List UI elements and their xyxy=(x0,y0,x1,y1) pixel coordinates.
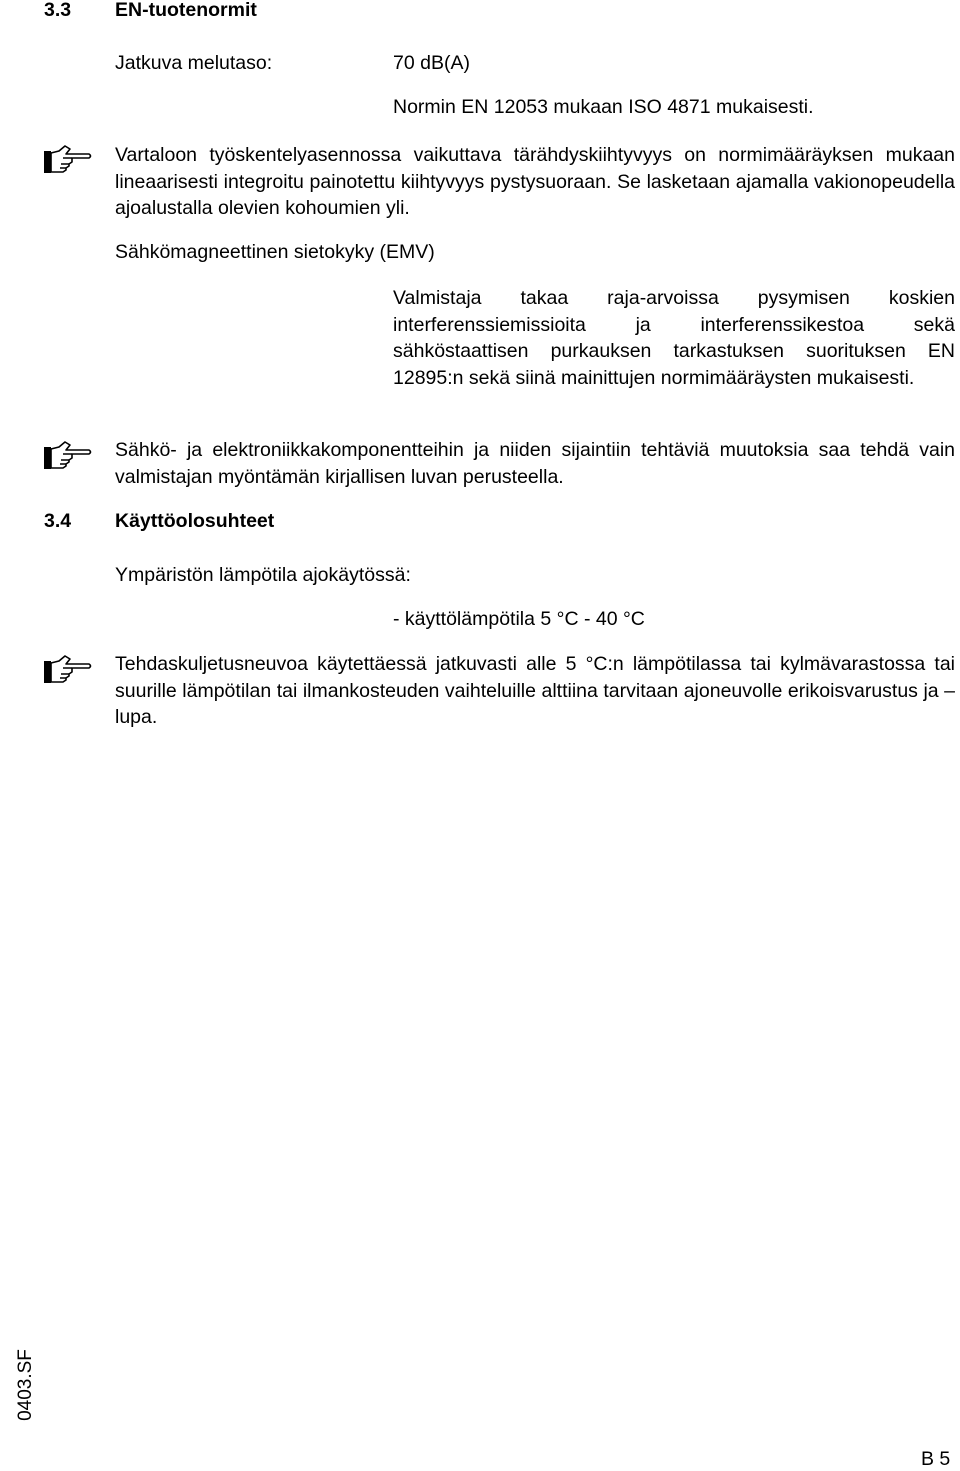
temperature-value: - käyttölämpötila 5 °C - 40 °C xyxy=(393,608,645,630)
page-number: B 5 xyxy=(921,1448,951,1470)
cold-storage-note: Tehdaskuljetusneuvoa käytettäessä jatkuvasti alle 5 °C:n lämpötilassa tai kylmävarastossa tai suurille lämpötilan tai ilmankosteuden vaihteluille alttiina tarvitaan ajoneuvolle erikoisvarustus ja –lupa. xyxy=(115,653,955,728)
emc-label: Sähkömagneettinen sietokyky (EMV) xyxy=(115,241,435,263)
section-title-3-3: EN-tuotenormit xyxy=(115,0,257,21)
temperature-label: Ympäristön lämpötila ajokäytössä: xyxy=(115,564,411,586)
pointing-hand-icon xyxy=(43,143,93,177)
vibration-note: Vartaloon työskentelyasennossa vaikuttava tärähdyskiihtyvyys on normimääräyksen mukaan lineaarisesti integroitu painotettu kiihtyvyys pystysuoraan. Se lasketaan ajamalla vakionopeudella ajoalustalla olevien kohoumien yli. xyxy=(115,144,955,219)
emc-text: Valmistaja takaa raja-arvoissa pysymisen koskien interferenssiemissioita ja interferenssikestoa sekä sähköstaattisen purkauksen tarkastuksen suorituksen EN 12895:n sekä siinä mainittujen normimääräysten mukaisesti. xyxy=(393,287,955,389)
noise-level-label: Jatkuva melutaso: xyxy=(115,52,273,74)
noise-standard: Normin EN 12053 mukaan ISO 4871 mukaisesti. xyxy=(393,96,814,118)
document-code: 0403.SF xyxy=(15,1349,36,1421)
pointing-hand-icon xyxy=(43,439,93,473)
section-number-3-4: 3.4 xyxy=(44,510,72,532)
section-number-3-3: 3.3 xyxy=(44,0,72,21)
section-title-3-4: Käyttöolosuhteet xyxy=(115,510,275,532)
noise-level-value: 70 dB(A) xyxy=(393,52,470,74)
modification-note: Sähkö- ja elektroniikkakomponentteihin ja niiden sijaintiin tehtäviä muutoksia saa tehdä vain valmistajan myöntämän kirjallisen luvan perusteella. xyxy=(115,439,955,488)
pointing-hand-icon xyxy=(43,653,93,687)
